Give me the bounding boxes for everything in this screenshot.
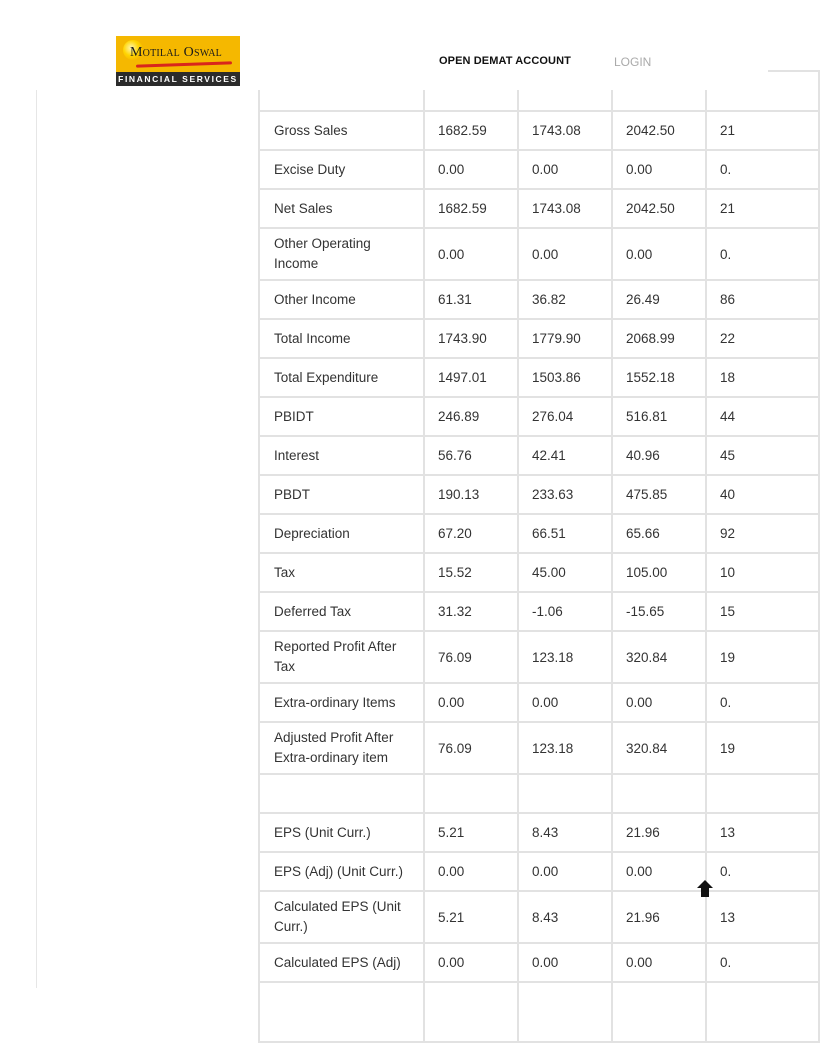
logo-brand-text: Motilal Oswal xyxy=(130,45,222,60)
table-row xyxy=(259,358,819,397)
row-value: 36.82 xyxy=(518,280,612,319)
row-label: Gross Sales xyxy=(259,111,424,150)
table-row xyxy=(259,982,819,1042)
row-label: Calculated EPS (Unit Curr.) xyxy=(259,891,424,943)
table-row xyxy=(259,436,819,475)
table-row xyxy=(259,475,819,514)
row-label: Total Income xyxy=(259,319,424,358)
table-row xyxy=(259,228,819,280)
row-value: 0.00 xyxy=(424,683,518,722)
row-value: 516.81 xyxy=(612,397,706,436)
row-value: 19 xyxy=(706,631,819,683)
row-value: 0.00 xyxy=(518,943,612,982)
row-value: 8.43 xyxy=(518,813,612,852)
row-value: 190.13 xyxy=(424,475,518,514)
row-label: Depreciation xyxy=(259,514,424,553)
row-value: 21.96 xyxy=(612,891,706,943)
row-value: 0.00 xyxy=(612,852,706,891)
row-value: 0. xyxy=(706,943,819,982)
row-value: 320.84 xyxy=(612,722,706,774)
row-label xyxy=(259,774,424,813)
row-value: 0.00 xyxy=(518,683,612,722)
row-value: 45.00 xyxy=(518,553,612,592)
table-row xyxy=(259,813,819,852)
row-value: 76.09 xyxy=(424,722,518,774)
row-value xyxy=(612,982,706,1042)
row-value: 0.00 xyxy=(612,943,706,982)
row-value: 0. xyxy=(706,683,819,722)
row-value: 320.84 xyxy=(612,631,706,683)
row-label: Tax xyxy=(259,553,424,592)
motilal-oswal-logo[interactable] xyxy=(116,36,240,86)
row-label: Excise Duty xyxy=(259,150,424,189)
row-value: -1.06 xyxy=(518,592,612,631)
row-value: 123.18 xyxy=(518,631,612,683)
row-value: 66.51 xyxy=(518,514,612,553)
row-value xyxy=(518,982,612,1042)
row-value: 0.00 xyxy=(424,852,518,891)
row-value: 67.20 xyxy=(424,514,518,553)
financials-table-body xyxy=(259,71,819,1042)
row-value: 18 xyxy=(706,358,819,397)
row-value: 2042.50 xyxy=(612,189,706,228)
row-value: 21 xyxy=(706,111,819,150)
row-label: Extra-ordinary Items xyxy=(259,683,424,722)
row-label: Reported Profit After Tax xyxy=(259,631,424,683)
logo-banner xyxy=(116,36,240,72)
row-label: EPS (Adj) (Unit Curr.) xyxy=(259,852,424,891)
row-value: 61.31 xyxy=(424,280,518,319)
row-value: 15 xyxy=(706,592,819,631)
row-value: 2042.50 xyxy=(612,111,706,150)
row-value: 22 xyxy=(706,319,819,358)
scroll-to-top-button[interactable] xyxy=(694,877,716,901)
table-row xyxy=(259,592,819,631)
row-value: 13 xyxy=(706,891,819,943)
row-value: 76.09 xyxy=(424,631,518,683)
row-value: 0. xyxy=(706,852,819,891)
row-value: 0.00 xyxy=(424,943,518,982)
row-value: 1552.18 xyxy=(612,358,706,397)
row-value: 1779.90 xyxy=(518,319,612,358)
site-header xyxy=(0,0,768,90)
row-value: 1743.90 xyxy=(424,319,518,358)
arrow-up-icon xyxy=(694,877,716,901)
row-label: Total Expenditure xyxy=(259,358,424,397)
row-value: 0.00 xyxy=(518,852,612,891)
row-label: Other Operating Income xyxy=(259,228,424,280)
row-value: 21 xyxy=(706,189,819,228)
row-value: 0.00 xyxy=(424,150,518,189)
row-label: Calculated EPS (Adj) xyxy=(259,943,424,982)
row-value: 65.66 xyxy=(612,514,706,553)
row-label: PBDT xyxy=(259,475,424,514)
table-row xyxy=(259,280,819,319)
row-value: 246.89 xyxy=(424,397,518,436)
row-value: 1743.08 xyxy=(518,111,612,150)
row-value: 1682.59 xyxy=(424,111,518,150)
row-value: 0. xyxy=(706,228,819,280)
logo-swoosh xyxy=(136,61,232,67)
row-value: 276.04 xyxy=(518,397,612,436)
row-value: 26.49 xyxy=(612,280,706,319)
logo-subtitle: FINANCIAL SERVICES xyxy=(116,72,240,86)
table-row xyxy=(259,631,819,683)
row-label: Interest xyxy=(259,436,424,475)
row-value: 0.00 xyxy=(612,683,706,722)
row-value xyxy=(706,982,819,1042)
row-value: 13 xyxy=(706,813,819,852)
open-demat-account-link[interactable]: OPEN DEMAT ACCOUNT xyxy=(439,55,571,67)
row-value: 45 xyxy=(706,436,819,475)
row-value: 1497.01 xyxy=(424,358,518,397)
row-value: 40.96 xyxy=(612,436,706,475)
table-row xyxy=(259,852,819,891)
row-value xyxy=(424,774,518,813)
row-value: 0.00 xyxy=(518,228,612,280)
row-value: 1743.08 xyxy=(518,189,612,228)
row-value: 5.21 xyxy=(424,813,518,852)
row-value: 1503.86 xyxy=(518,358,612,397)
row-value: 0.00 xyxy=(518,150,612,189)
table-row xyxy=(259,150,819,189)
row-value: 10 xyxy=(706,553,819,592)
row-value: 56.76 xyxy=(424,436,518,475)
table-row xyxy=(259,891,819,943)
row-label: EPS (Unit Curr.) xyxy=(259,813,424,852)
row-value xyxy=(518,774,612,813)
row-value: 105.00 xyxy=(612,553,706,592)
table-row xyxy=(259,189,819,228)
row-value xyxy=(706,774,819,813)
financials-table-container[interactable] xyxy=(258,88,736,988)
table-row xyxy=(259,319,819,358)
row-value: 8.43 xyxy=(518,891,612,943)
row-value: 42.41 xyxy=(518,436,612,475)
row-label: Deferred Tax xyxy=(259,592,424,631)
login-link[interactable]: LOGIN xyxy=(614,55,652,69)
row-value xyxy=(424,982,518,1042)
table-row xyxy=(259,722,819,774)
row-label: Net Sales xyxy=(259,189,424,228)
row-value: 0.00 xyxy=(424,228,518,280)
row-label xyxy=(259,982,424,1042)
financials-table xyxy=(258,70,820,1043)
row-value: 1682.59 xyxy=(424,189,518,228)
row-value: 475.85 xyxy=(612,475,706,514)
row-value: -15.65 xyxy=(612,592,706,631)
table-row xyxy=(259,514,819,553)
row-label: PBIDT xyxy=(259,397,424,436)
row-value: 86 xyxy=(706,280,819,319)
row-label: Other Income xyxy=(259,280,424,319)
table-row xyxy=(259,683,819,722)
row-value xyxy=(612,774,706,813)
row-value: 31.32 xyxy=(424,592,518,631)
table-row xyxy=(259,774,819,813)
row-value: 15.52 xyxy=(424,553,518,592)
row-value: 2068.99 xyxy=(612,319,706,358)
row-value: 92 xyxy=(706,514,819,553)
table-row xyxy=(259,111,819,150)
row-value: 44 xyxy=(706,397,819,436)
page-left-border xyxy=(36,38,37,988)
row-value: 21.96 xyxy=(612,813,706,852)
table-row xyxy=(259,553,819,592)
row-value: 123.18 xyxy=(518,722,612,774)
table-row xyxy=(259,943,819,982)
row-value: 0.00 xyxy=(612,150,706,189)
row-value: 233.63 xyxy=(518,475,612,514)
row-value: 0. xyxy=(706,150,819,189)
row-label: Adjusted Profit After Extra-ordinary item xyxy=(259,722,424,774)
row-value: 0.00 xyxy=(612,228,706,280)
row-value: 19 xyxy=(706,722,819,774)
row-value: 40 xyxy=(706,475,819,514)
row-value: 5.21 xyxy=(424,891,518,943)
table-row xyxy=(259,397,819,436)
